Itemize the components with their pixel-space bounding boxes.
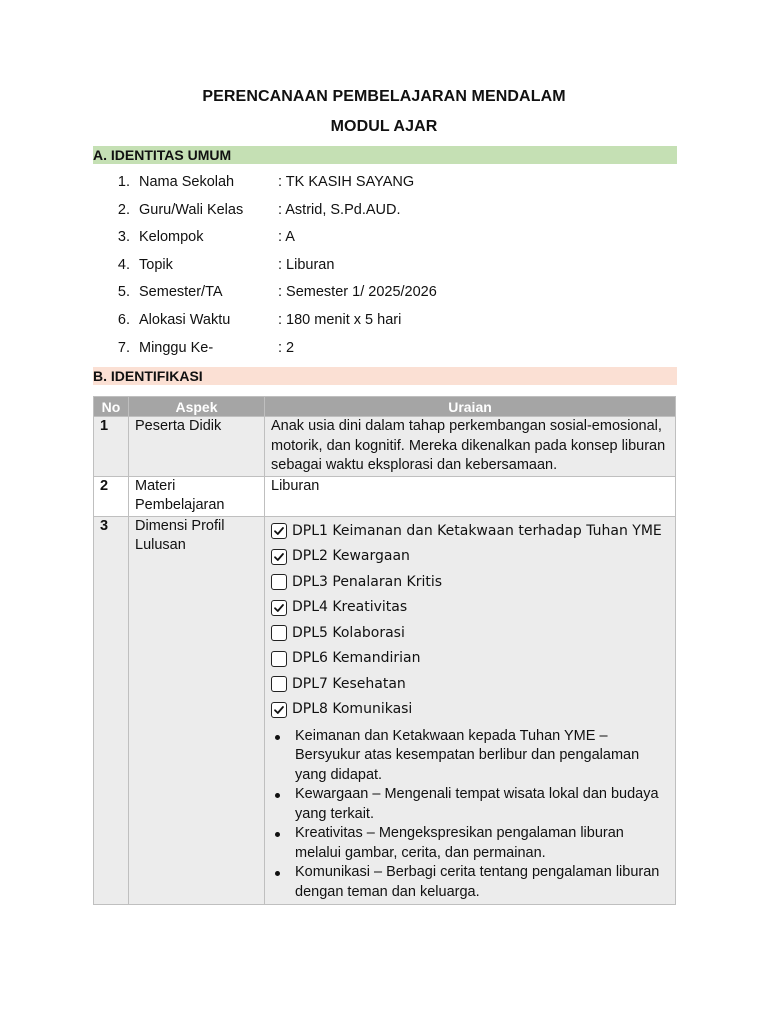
dpl-label: DPL8 Komunikasi [292, 701, 413, 717]
unchecked-checkbox-icon[interactable] [271, 625, 287, 641]
item-number: 5. [117, 284, 130, 301]
item-value: : Semester 1/ 2025/2026 [278, 284, 437, 301]
document-title: PERENCANAAN PEMBELAJARAN MENDALAM [202, 88, 566, 105]
dpl-checklist-item [271, 519, 669, 545]
dpl-label: DPL7 Kesehatan [292, 675, 406, 692]
dpl-label: DPL5 Kolaborasi [292, 624, 405, 641]
item-value: : Astrid, S.Pd.AUD. [278, 201, 401, 218]
row-aspek: Peserta Didik [129, 417, 265, 477]
row-number: 2 [94, 476, 129, 516]
dpl-label: DPL6 Kemandirian [292, 650, 421, 666]
section-b-heading [93, 367, 677, 385]
checked-checkbox-icon[interactable] [271, 702, 287, 718]
dpl-checklist-item [271, 595, 669, 621]
list-item: Kreativitas – Mengekspresikan pengalaman liburan melalui gambar, cerita, dan permainan. [271, 824, 669, 863]
checked-checkbox-icon[interactable] [271, 549, 287, 565]
item-number: 7. [117, 339, 130, 356]
dpl-label: DPL3 Penalaran Kritis [292, 573, 443, 590]
identity-item [108, 171, 668, 199]
dpl-checklist-item [271, 672, 669, 698]
list-item: Komunikasi – Berbagi cerita tentang pengalaman liburan dengan teman dan keluarga. [271, 863, 669, 902]
table-row [94, 516, 676, 905]
dpl-checklist-item [271, 621, 669, 647]
checkmark-icon [273, 602, 285, 614]
dpl-checklist-item [271, 544, 669, 570]
item-value: : TK KASIH SAYANG [278, 174, 415, 190]
list-item: Kewargaan – Mengenali tempat wisata lokal dan budaya yang terkait. [271, 785, 669, 824]
identification-table [93, 396, 676, 905]
item-number: 2. [117, 201, 130, 218]
identity-item [108, 281, 668, 309]
row-number: 1 [94, 417, 129, 477]
header-no: No [94, 397, 129, 417]
item-label: Kelompok [139, 229, 204, 246]
identity-item [108, 254, 668, 282]
section-a-heading [93, 146, 677, 164]
header-aspek: Aspek [129, 397, 265, 417]
row-uraian [265, 516, 676, 905]
item-value: : 180 menit x 5 hari [278, 311, 402, 328]
dpl-checklist [271, 519, 669, 723]
identity-item [108, 309, 668, 337]
section-a-heading-text: A. IDENTITAS UMUM [93, 147, 232, 163]
dpl-bullet-list [271, 727, 669, 903]
unchecked-checkbox-icon[interactable] [271, 651, 287, 667]
checked-checkbox-icon[interactable] [271, 600, 287, 616]
item-value: : A [278, 229, 295, 246]
checkmark-icon [273, 551, 285, 563]
table-row [94, 417, 676, 477]
item-value: : 2 [278, 339, 295, 356]
item-value: : Liburan [278, 256, 335, 273]
item-number: 6. [117, 311, 130, 328]
item-label: Semester/TA [139, 284, 223, 301]
unchecked-checkbox-icon[interactable] [271, 574, 287, 590]
row-number: 3 [94, 516, 129, 905]
dpl-label: DPL2 Kewargaan [292, 548, 410, 564]
item-number: 1. [117, 174, 130, 190]
item-label: Nama Sekolah [139, 174, 235, 190]
list-item: Keimanan dan Ketakwaan kepada Tuhan YME – Bersyukur atas kesempatan berlibur dan pengalaman yang didapat. [271, 727, 669, 786]
checkmark-icon [273, 704, 285, 716]
item-label: Topik [139, 256, 173, 273]
item-label: Alokasi Waktu [139, 311, 231, 328]
dpl-checklist-item [271, 697, 669, 723]
table-row [94, 476, 676, 516]
unchecked-checkbox-icon[interactable] [271, 676, 287, 692]
header-uraian: Uraian [265, 397, 676, 417]
table-header-row [94, 397, 676, 417]
document-subtitle: MODUL AJAR [330, 118, 438, 135]
row-uraian: Anak usia dini dalam tahap perkembangan sosial-emosional, motorik, dan kognitif. Mereka dikenalkan pada konsep liburan sebagai waktu eksplorasi dan kebersamaan. [265, 417, 676, 477]
item-number: 4. [117, 256, 130, 273]
dpl-checklist-item [271, 570, 669, 596]
identity-list [108, 171, 668, 364]
identity-item [108, 337, 668, 365]
dpl-label: DPL4 Kreativitas [292, 599, 408, 615]
section-b-heading-text: B. IDENTIFIKASI [93, 368, 203, 384]
item-label: Minggu Ke- [139, 339, 214, 356]
checkmark-icon [273, 525, 285, 537]
identity-item [108, 199, 668, 227]
row-aspek: Dimensi Profil Lulusan [129, 516, 265, 905]
item-label: Guru/Wali Kelas [139, 201, 244, 218]
row-uraian: Liburan [265, 476, 676, 516]
item-number: 3. [117, 229, 130, 246]
dpl-label: DPL1 Keimanan dan Ketakwaan terhadap Tuhan YME [292, 522, 662, 539]
dpl-checklist-item [271, 646, 669, 672]
identity-item [108, 226, 668, 254]
row-aspek: Materi Pembelajaran [129, 476, 265, 516]
checked-checkbox-icon[interactable] [271, 523, 287, 539]
